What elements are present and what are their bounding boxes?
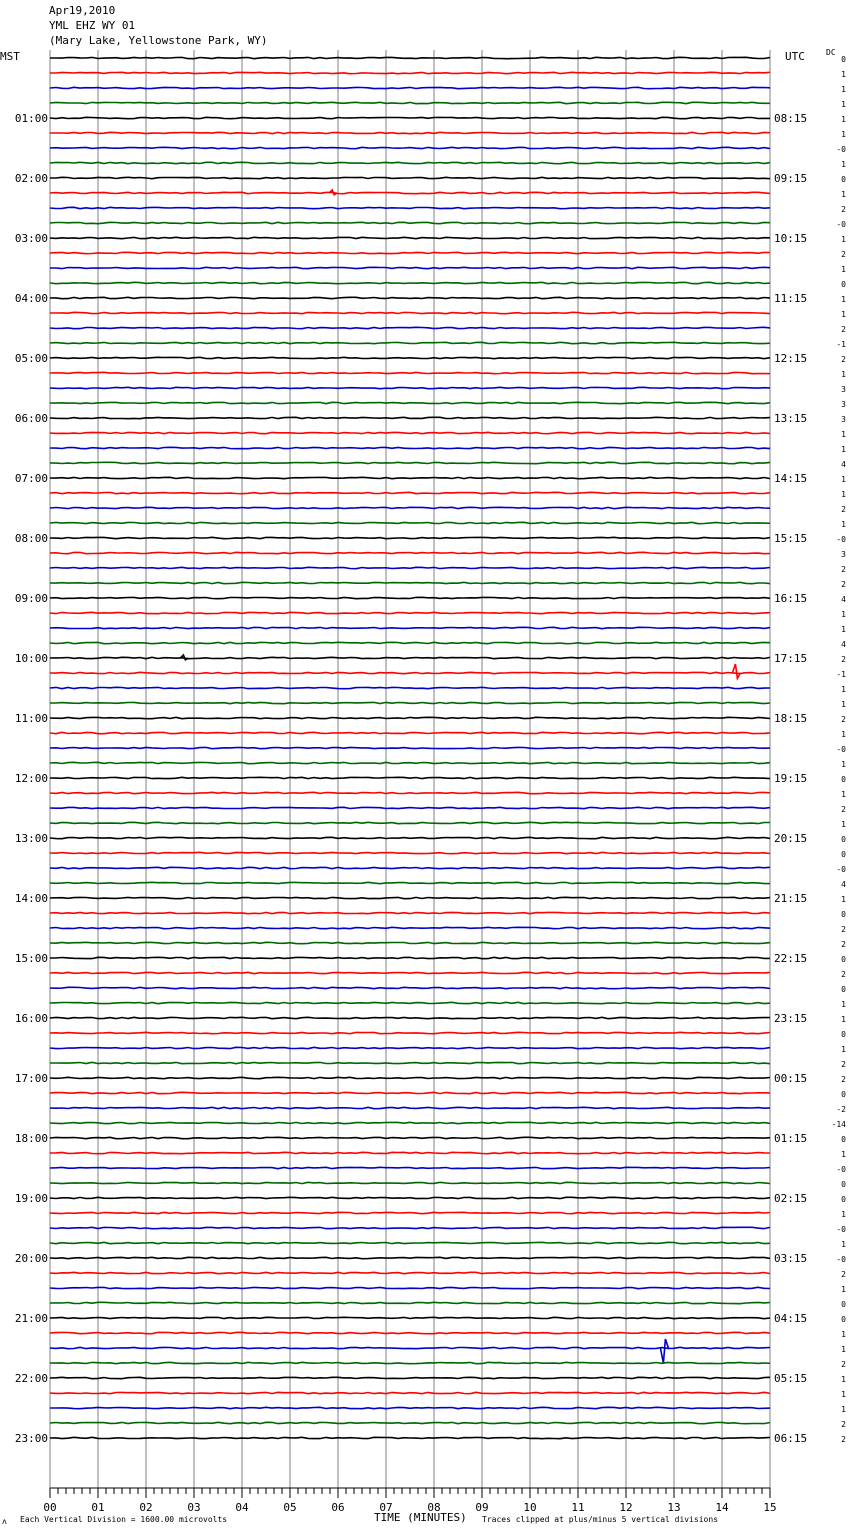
dc-offset-label: 1 [841, 310, 846, 319]
trace-line [50, 1167, 770, 1168]
trace-line [50, 597, 770, 598]
trace-line [50, 192, 770, 193]
utc-hour-label: 18:15 [774, 712, 808, 725]
dc-offset-label: 1 [841, 295, 846, 304]
utc-hour-label: 17:15 [774, 652, 808, 665]
dc-offset-label: 4 [841, 640, 846, 649]
utc-hour-label: 05:15 [774, 1372, 808, 1385]
clip-note: Traces clipped at plus/minus 5 vertical divisions [482, 1515, 719, 1524]
dc-offset-label: 0 [841, 280, 846, 289]
dc-offset-label: 2 [841, 250, 846, 259]
dc-offset-label: 1 [841, 1345, 846, 1354]
dc-offset-label: 2 [841, 325, 846, 334]
trace-line [50, 837, 770, 838]
trace-line [50, 237, 770, 238]
mst-hour-label: 04:00 [14, 292, 48, 305]
trace-line [50, 1272, 770, 1273]
mst-hour-label: 11:00 [14, 712, 48, 725]
trace-line [50, 627, 770, 628]
dc-offset-label: 1 [841, 760, 846, 769]
dc-offset-label: 2 [841, 1360, 846, 1369]
utc-hour-label: 19:15 [774, 772, 808, 785]
trace-line [50, 462, 770, 463]
dc-offset-label: 1 [841, 475, 846, 484]
dc-offset-label: 1 [841, 190, 846, 199]
mst-hour-label: 05:00 [14, 352, 48, 365]
dc-offset-label: 1 [841, 520, 846, 529]
x-tick-label: 08 [427, 1501, 441, 1514]
trace-line [50, 1437, 770, 1438]
dc-offset-label: 1 [841, 265, 846, 274]
utc-hour-label: 21:15 [774, 892, 808, 905]
x-axis-label: TIME (MINUTES) [374, 1511, 467, 1524]
trace-line [50, 447, 770, 448]
utc-hour-label: 15:15 [774, 532, 808, 545]
trace-line [50, 1362, 770, 1363]
trace-line [50, 927, 770, 928]
x-tick-label: 01 [91, 1501, 105, 1514]
trace-line [50, 567, 770, 568]
trace-line [50, 552, 770, 553]
mst-hour-label: 09:00 [14, 592, 48, 605]
dc-offset-label: 0 [841, 1030, 846, 1039]
utc-hour-label: 16:15 [774, 592, 808, 605]
mst-hour-label: 18:00 [14, 1132, 48, 1145]
trace-line [50, 747, 770, 748]
dc-offset-label: 2 [841, 1270, 846, 1279]
x-tick-label: 11 [571, 1501, 585, 1514]
trace-line [50, 1152, 770, 1153]
mst-hour-label: 15:00 [14, 952, 48, 965]
trace-line [50, 1017, 770, 1018]
dc-label: DC [826, 48, 836, 57]
dc-offset-label: -1 [836, 340, 846, 349]
dc-offset-label: 3 [841, 550, 846, 559]
dc-offset-label: 0 [841, 910, 846, 919]
x-tick-label: 14 [715, 1501, 729, 1514]
trace-line [50, 1257, 770, 1258]
trace-line [50, 282, 770, 283]
trace-line [50, 327, 770, 328]
dc-offset-label: 0 [841, 955, 846, 964]
mst-hour-label: 17:00 [14, 1072, 48, 1085]
utc-hour-label: 11:15 [774, 292, 808, 305]
utc-hour-label: 00:15 [774, 1072, 808, 1085]
x-tick-label: 03 [187, 1501, 201, 1514]
trace-line [50, 402, 770, 403]
trace-line [50, 1047, 770, 1048]
station-code: YML EHZ WY 01 [49, 19, 136, 32]
trace-line [50, 207, 770, 208]
trace-line [50, 1332, 770, 1333]
dc-offset-label: 1 [841, 1240, 846, 1249]
trace-line [50, 477, 770, 478]
dc-offset-label: 4 [841, 880, 846, 889]
dc-offset-label: 0 [841, 1090, 846, 1099]
dc-offset-label: 0 [841, 1135, 846, 1144]
dc-offset-label: 2 [841, 580, 846, 589]
trace-line [50, 492, 770, 493]
dc-offset-label: 1 [841, 820, 846, 829]
trace-line [50, 882, 770, 883]
dc-offset-label: 1 [841, 1390, 846, 1399]
trace-line [50, 147, 770, 148]
dc-offset-label: -1 [836, 670, 846, 679]
dc-offset-label: -0 [836, 1225, 846, 1234]
trace-line [50, 1182, 770, 1183]
dc-offset-label: 1 [841, 1000, 846, 1009]
trace-line [50, 1242, 770, 1243]
trace-line [50, 1407, 770, 1408]
trace-line [50, 987, 770, 988]
trace-line [50, 372, 770, 373]
mst-hour-label: 13:00 [14, 832, 48, 845]
x-tick-label: 00 [43, 1501, 57, 1514]
dc-offset-label: 1 [841, 730, 846, 739]
dc-offset-label: 1 [841, 1045, 846, 1054]
trace-line [50, 57, 770, 58]
seismic-event-mark [732, 664, 740, 678]
dc-offset-label: 1 [841, 790, 846, 799]
x-tick-label: 13 [667, 1501, 681, 1514]
trace-line [50, 702, 770, 703]
trace-line [50, 522, 770, 523]
dc-offset-label: 1 [841, 70, 846, 79]
dc-offset-label: 1 [841, 160, 846, 169]
utc-hour-label: 04:15 [774, 1312, 808, 1325]
dc-offset-label: 0 [841, 775, 846, 784]
dc-offset-label: 2 [841, 925, 846, 934]
trace-line [50, 807, 770, 808]
trace-line [50, 912, 770, 913]
dc-offset-label: 1 [841, 490, 846, 499]
dc-offset-label: 1 [841, 685, 846, 694]
mst-hour-label: 08:00 [14, 532, 48, 545]
dc-offset-label: -0 [836, 535, 846, 544]
trace-line [50, 822, 770, 823]
utc-hour-label: 08:15 [774, 112, 808, 125]
trace-line [50, 1062, 770, 1063]
x-tick-label: 09 [475, 1501, 489, 1514]
dc-offset-label: 2 [841, 970, 846, 979]
trace-line [50, 1032, 770, 1033]
dc-offset-label: 1 [841, 625, 846, 634]
mst-hour-label: 02:00 [14, 172, 48, 185]
x-tick-label: 10 [523, 1501, 537, 1514]
trace-line [50, 132, 770, 133]
trace-line [50, 672, 770, 673]
dc-offset-label: 1 [841, 130, 846, 139]
utc-axis-label: UTC [785, 50, 805, 63]
dc-offset-label: -0 [836, 145, 846, 154]
dc-offset-label: -0 [836, 745, 846, 754]
trace-line [50, 1377, 770, 1378]
utc-hour-label: 03:15 [774, 1252, 808, 1265]
mst-hour-label: 07:00 [14, 472, 48, 485]
station-location: (Mary Lake, Yellowstone Park, WY) [49, 34, 268, 47]
trace-line [50, 417, 770, 418]
mst-hour-label: 22:00 [14, 1372, 48, 1385]
trace-line [50, 1122, 770, 1123]
dc-offset-label: 1 [841, 1405, 846, 1414]
dc-offset-label: 2 [841, 565, 846, 574]
utc-hour-label: 10:15 [774, 232, 808, 245]
x-tick-label: 12 [619, 1501, 633, 1514]
utc-hour-label: 23:15 [774, 1012, 808, 1025]
trace-line [50, 957, 770, 958]
dc-offset-label: 2 [841, 715, 846, 724]
utc-hour-label: 14:15 [774, 472, 808, 485]
dc-offset-label: 0 [841, 175, 846, 184]
trace-line [50, 942, 770, 943]
dc-offset-label: 1 [841, 445, 846, 454]
mst-hour-label: 23:00 [14, 1432, 48, 1445]
trace-line [50, 1227, 770, 1228]
dc-offset-label: 0 [841, 1300, 846, 1309]
dc-offset-label: 4 [841, 460, 846, 469]
x-tick-label: 05 [283, 1501, 297, 1514]
trace-line [50, 297, 770, 298]
trace-line [50, 1092, 770, 1093]
trace-line [50, 792, 770, 793]
dc-offset-label: 2 [841, 505, 846, 514]
trace-line [50, 162, 770, 163]
trace-line [50, 1107, 770, 1108]
dc-offset-label: 2 [841, 205, 846, 214]
trace-line [50, 267, 770, 268]
utc-hour-label: 01:15 [774, 1132, 808, 1145]
utc-hour-label: 09:15 [774, 172, 808, 185]
dc-offset-label: 1 [841, 700, 846, 709]
dc-offset-label: 1 [841, 895, 846, 904]
dc-offset-label: 2 [841, 1075, 846, 1084]
trace-line [50, 432, 770, 433]
utc-hour-label: 12:15 [774, 352, 808, 365]
dc-offset-label: 1 [841, 100, 846, 109]
trace-line [50, 657, 770, 658]
mst-hour-label: 16:00 [14, 1012, 48, 1025]
scale-note: Each Vertical Division = 1600.00 microvolts [20, 1515, 228, 1524]
trace-line [50, 87, 770, 88]
trace-line [50, 852, 770, 853]
x-tick-label: 06 [331, 1501, 345, 1514]
dc-offset-label: 1 [841, 1285, 846, 1294]
x-tick-label: 15 [763, 1501, 777, 1514]
trace-line [50, 612, 770, 613]
trace-line [50, 642, 770, 643]
dc-offset-label: 0 [841, 1195, 846, 1204]
mst-hour-label: 12:00 [14, 772, 48, 785]
utc-hour-label: 02:15 [774, 1192, 808, 1205]
dc-offset-label: 2 [841, 1060, 846, 1069]
trace-line [50, 897, 770, 898]
trace-line [50, 582, 770, 583]
utc-hour-label: 06:15 [774, 1432, 808, 1445]
mst-axis-label: MST [0, 50, 20, 63]
trace-line [50, 1212, 770, 1213]
dc-offset-label: -2 [836, 1105, 846, 1114]
trace-line [50, 732, 770, 733]
dc-offset-label: 1 [841, 370, 846, 379]
dc-offset-label: 0 [841, 55, 846, 64]
dc-offset-label: 0 [841, 835, 846, 844]
mst-hour-label: 19:00 [14, 1192, 48, 1205]
trace-line [50, 1347, 770, 1348]
seismic-event-mark [660, 1339, 668, 1363]
trace-line [50, 537, 770, 538]
x-tick-label: 02 [139, 1501, 153, 1514]
mst-hour-label: 21:00 [14, 1312, 48, 1325]
dc-offset-label: 1 [841, 1015, 846, 1024]
dc-offset-label: 4 [841, 595, 846, 604]
dc-offset-label: 0 [841, 985, 846, 994]
dc-offset-label: -14 [831, 1120, 846, 1129]
dc-offset-label: 3 [841, 415, 846, 424]
plot-date: Apr19,2010 [49, 4, 116, 17]
trace-line [50, 777, 770, 778]
dc-offset-label: 2 [841, 1420, 846, 1429]
trace-line [50, 762, 770, 763]
trace-line [50, 102, 770, 103]
trace-line [50, 1077, 770, 1078]
mst-hour-label: 20:00 [14, 1252, 48, 1265]
dc-offset-label: 1 [841, 1375, 846, 1384]
dc-offset-label: 2 [841, 355, 846, 364]
corner-mark: ʌ [2, 1517, 7, 1526]
trace-line [50, 1422, 770, 1423]
x-tick-label: 07 [379, 1501, 393, 1514]
trace-line [50, 1392, 770, 1393]
dc-offset-label: 1 [841, 115, 846, 124]
dc-offset-label: 3 [841, 385, 846, 394]
trace-line [50, 117, 770, 118]
dc-offset-label: 1 [841, 235, 846, 244]
mst-hour-label: 14:00 [14, 892, 48, 905]
trace-line [50, 177, 770, 178]
dc-offset-label: -0 [836, 1255, 846, 1264]
dc-offset-label: 0 [841, 1315, 846, 1324]
trace-line [50, 1137, 770, 1138]
trace-line [50, 1197, 770, 1198]
dc-offset-label: 0 [841, 850, 846, 859]
dc-offset-label: 1 [841, 430, 846, 439]
dc-offset-label: 1 [841, 85, 846, 94]
trace-line [50, 342, 770, 343]
trace-line [50, 867, 770, 868]
mst-hour-label: 10:00 [14, 652, 48, 665]
trace-line [50, 687, 770, 688]
dc-offset-label: 2 [841, 805, 846, 814]
trace-line [50, 387, 770, 388]
dc-offset-label: 1 [841, 1150, 846, 1159]
x-tick-label: 04 [235, 1501, 249, 1514]
dc-offset-label: 0 [841, 1180, 846, 1189]
trace-line [50, 222, 770, 223]
dc-offset-label: 2 [841, 940, 846, 949]
trace-line [50, 1302, 770, 1303]
trace-line [50, 1287, 770, 1288]
mst-hour-label: 06:00 [14, 412, 48, 425]
seismic-event-mark [180, 655, 188, 660]
dc-offset-label: 2 [841, 655, 846, 664]
dc-offset-label: -0 [836, 220, 846, 229]
trace-line [50, 357, 770, 358]
trace-line [50, 252, 770, 253]
dc-offset-label: -0 [836, 1165, 846, 1174]
dc-offset-label: 3 [841, 400, 846, 409]
dc-offset-label: 1 [841, 1210, 846, 1219]
dc-offset-label: 1 [841, 1330, 846, 1339]
utc-hour-label: 22:15 [774, 952, 808, 965]
trace-line [50, 1002, 770, 1003]
trace-line [50, 72, 770, 73]
dc-offset-label: -0 [836, 865, 846, 874]
utc-hour-label: 13:15 [774, 412, 808, 425]
dc-offset-label: 1 [841, 610, 846, 619]
mst-hour-label: 03:00 [14, 232, 48, 245]
trace-line [50, 507, 770, 508]
dc-offset-label: 2 [841, 1435, 846, 1444]
trace-line [50, 312, 770, 313]
trace-line [50, 1317, 770, 1318]
utc-hour-label: 20:15 [774, 832, 808, 845]
trace-line [50, 717, 770, 718]
trace-line [50, 972, 770, 973]
mst-hour-label: 01:00 [14, 112, 48, 125]
